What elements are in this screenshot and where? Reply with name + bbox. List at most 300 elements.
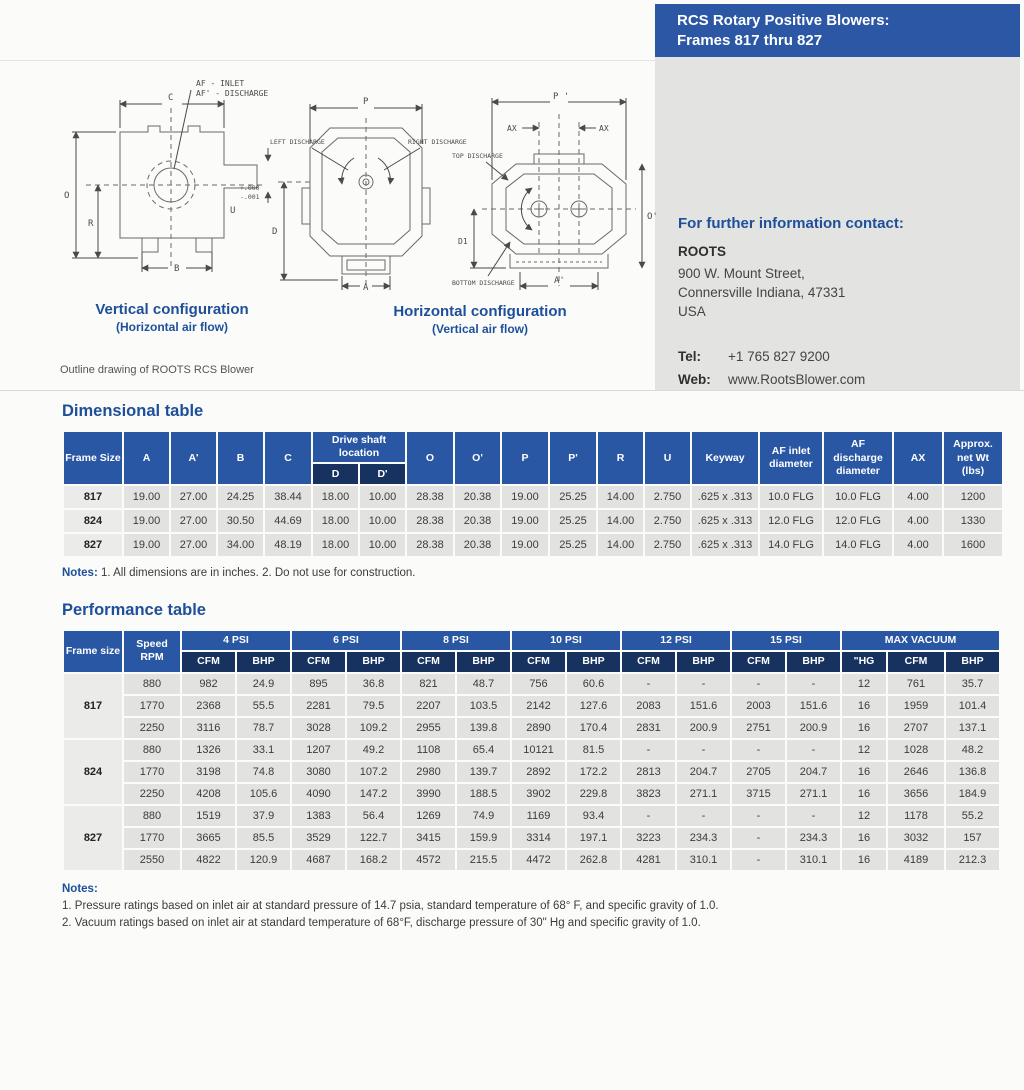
speed-rpm-cell: 1770 [124, 762, 180, 782]
performance-value-cell: 4822 [182, 850, 235, 870]
col-header-ax: AX [894, 432, 942, 484]
address-line: 900 W. Mount Street, [678, 266, 805, 281]
dimension-cell: 19.00 [124, 486, 169, 508]
performance-table-title: Performance table [62, 601, 206, 620]
frame-size-cell: 827 [64, 806, 122, 870]
performance-value-cell: 197.1 [567, 828, 620, 848]
performance-value-cell: 12 [842, 740, 886, 760]
performance-value-cell: 151.6 [787, 696, 840, 716]
dimension-cell: 48.19 [265, 534, 311, 556]
performance-value-cell: - [787, 674, 840, 694]
performance-notes [62, 881, 963, 932]
performance-value-cell: 1169 [512, 806, 565, 826]
performance-value-cell: 262.8 [567, 850, 620, 870]
performance-value-cell: 200.9 [677, 718, 730, 738]
dimension-cell: .625 x .313 [692, 534, 758, 556]
performance-value-cell: 33.1 [237, 740, 290, 760]
performance-value-cell: 157 [946, 828, 999, 848]
dimension-cell: 28.38 [407, 534, 453, 556]
performance-value-cell: 65.4 [457, 740, 510, 760]
performance-note-2: 2. Vacuum ratings based on inlet air at standard temperature of 68°F, discharge pressure of 30" Hg and specific gravity of 1.0. [62, 916, 701, 929]
dimension-cell: 12.0 FLG [824, 510, 892, 532]
dimension-cell: 27.00 [171, 510, 216, 532]
col-header-d: D [313, 464, 358, 484]
title-banner [655, 4, 1020, 57]
performance-value-cell: 3529 [292, 828, 345, 848]
performance-value-cell: - [622, 806, 675, 826]
dimension-cell: 30.50 [218, 510, 263, 532]
perf-subheader-bhp: BHP [457, 652, 510, 671]
dim-p-prime-label: P ' [553, 92, 570, 102]
dimension-cell: 20.38 [455, 510, 500, 532]
perf-subheader-bhp: BHP [946, 652, 999, 671]
frame-size-cell: 817 [64, 674, 122, 738]
performance-value-cell: 3032 [888, 828, 944, 848]
performance-row [64, 674, 999, 694]
performance-value-cell: 821 [402, 674, 455, 694]
dimension-cell: 4.00 [894, 534, 942, 556]
dim-o-label: O [64, 191, 70, 201]
dimension-cell: 14.00 [598, 534, 643, 556]
performance-note-1: 1. Pressure ratings based on inlet air at standard pressure of 14.7 psia, standard temperature of 68° F, and specific gravity of 1.0. [62, 899, 719, 912]
performance-value-cell: 215.5 [457, 850, 510, 870]
performance-value-cell: - [677, 674, 730, 694]
col-header-b: B [218, 432, 263, 484]
performance-table [62, 629, 1001, 871]
callout-af-discharge: AF' - DISCHARGE [196, 89, 269, 98]
dimensional-table [62, 430, 1004, 558]
performance-value-cell: 10121 [512, 740, 565, 760]
performance-value-cell: 2831 [622, 718, 675, 738]
dimension-cell: .625 x .313 [692, 510, 758, 532]
vertical-config-title: Vertical configuration [95, 301, 249, 318]
performance-value-cell: 3665 [182, 828, 235, 848]
performance-value-cell: 2813 [622, 762, 675, 782]
perf-header-psi-8: 8 PSI [402, 631, 510, 650]
callout-bottom-discharge: BOTTOM DISCHARGE [452, 279, 515, 287]
performance-value-cell: 172.2 [567, 762, 620, 782]
perf-subheader-bhp: BHP [677, 652, 730, 671]
performance-notes-label: Notes: [62, 882, 98, 895]
end-view-drawing [268, 88, 473, 293]
perf-header-frame: Frame size [64, 631, 122, 671]
performance-value-cell: 159.9 [457, 828, 510, 848]
performance-value-cell: 3823 [622, 784, 675, 804]
dimensional-notes-label: Notes: [62, 567, 98, 580]
speed-rpm-cell: 1770 [124, 696, 180, 716]
performance-value-cell: 103.5 [457, 696, 510, 716]
col-header-u: U [645, 432, 690, 484]
performance-value-cell: 2705 [732, 762, 785, 782]
performance-row [64, 828, 999, 848]
horizontal-config-title-block [355, 303, 605, 336]
performance-value-cell: - [787, 740, 840, 760]
performance-value-cell: 1959 [888, 696, 944, 716]
performance-value-cell: 49.2 [347, 740, 400, 760]
address-line: USA [678, 304, 706, 319]
col-header-p: P [502, 432, 548, 484]
performance-value-cell: - [732, 674, 785, 694]
perf-subheader-cfm: CFM [888, 652, 944, 671]
dimension-cell: 10.0 FLG [824, 486, 892, 508]
speed-rpm-cell: 880 [124, 674, 180, 694]
main-content [62, 402, 993, 932]
performance-value-cell: 271.1 [787, 784, 840, 804]
performance-value-cell: 234.3 [677, 828, 730, 848]
col-header-weight: Approx. net Wt (lbs) [944, 432, 1002, 484]
perf-subheader-hg: "HG [842, 652, 886, 671]
performance-value-cell: 55.2 [946, 806, 999, 826]
performance-value-cell: 48.7 [457, 674, 510, 694]
performance-value-cell: 184.9 [946, 784, 999, 804]
col-header-frame-size: Frame Size [64, 432, 122, 484]
dim-u-label: U [230, 206, 236, 216]
speed-rpm-cell: 2250 [124, 784, 180, 804]
performance-value-cell: - [622, 674, 675, 694]
performance-value-cell: 137.1 [946, 718, 999, 738]
dimension-cell: 1330 [944, 510, 1002, 532]
performance-value-cell: - [732, 850, 785, 870]
performance-value-cell: 12 [842, 806, 886, 826]
performance-value-cell: 3715 [732, 784, 785, 804]
performance-value-cell: 105.6 [237, 784, 290, 804]
performance-value-cell: 4208 [182, 784, 235, 804]
dimension-cell: 20.38 [455, 486, 500, 508]
dimension-cell: 14.0 FLG [760, 534, 822, 556]
performance-value-cell: 2646 [888, 762, 944, 782]
dimension-cell: 27.00 [171, 486, 216, 508]
drawing-caption: Outline drawing of ROOTS RCS Blower [60, 364, 254, 376]
speed-rpm-cell: 1770 [124, 828, 180, 848]
performance-row [64, 718, 999, 738]
performance-value-cell: - [732, 828, 785, 848]
performance-value-cell: 1028 [888, 740, 944, 760]
performance-value-cell: 35.7 [946, 674, 999, 694]
web-label: Web: [678, 372, 711, 387]
web-row [678, 372, 1008, 387]
col-header-a-prime: A' [171, 432, 216, 484]
performance-value-cell: 168.2 [347, 850, 400, 870]
dimension-cell: 2.750 [645, 534, 690, 556]
speed-rpm-cell: 2550 [124, 850, 180, 870]
performance-value-cell: 1108 [402, 740, 455, 760]
performance-value-cell: 204.7 [787, 762, 840, 782]
performance-value-cell: 982 [182, 674, 235, 694]
performance-value-cell: 4090 [292, 784, 345, 804]
performance-value-cell: 3902 [512, 784, 565, 804]
col-header-r: R [598, 432, 643, 484]
performance-value-cell: 2980 [402, 762, 455, 782]
performance-row [64, 784, 999, 804]
performance-value-cell: 12 [842, 674, 886, 694]
dimension-cell: 1600 [944, 534, 1002, 556]
dimension-cell: 14.00 [598, 510, 643, 532]
performance-value-cell: 1519 [182, 806, 235, 826]
performance-value-cell: 60.6 [567, 674, 620, 694]
dimensional-table-body [64, 486, 1002, 556]
vertical-config-title-block [58, 301, 286, 334]
callout-right-discharge: RIGHT DISCHARGE [408, 138, 467, 146]
speed-rpm-cell: 2250 [124, 718, 180, 738]
perf-subheader-cfm: CFM [622, 652, 675, 671]
performance-value-cell: 4472 [512, 850, 565, 870]
performance-value-cell: 188.5 [457, 784, 510, 804]
dimension-cell: 19.00 [124, 534, 169, 556]
vertical-config-subtitle: (Horizontal air flow) [116, 320, 228, 334]
dimension-cell: 19.00 [502, 510, 548, 532]
performance-value-cell: 1178 [888, 806, 944, 826]
contact-heading: For further information contact: [678, 215, 904, 232]
perf-subheader-cfm: CFM [292, 652, 345, 671]
performance-value-cell: 101.4 [946, 696, 999, 716]
speed-rpm-cell: 880 [124, 806, 180, 826]
performance-value-cell: 3656 [888, 784, 944, 804]
performance-value-cell: 147.2 [347, 784, 400, 804]
dimension-cell: 28.38 [407, 510, 453, 532]
performance-value-cell: 120.9 [237, 850, 290, 870]
performance-value-cell: 74.8 [237, 762, 290, 782]
performance-value-cell: 55.5 [237, 696, 290, 716]
banner-line2: Frames 817 thru 827 [677, 32, 823, 49]
dimension-cell: .625 x .313 [692, 486, 758, 508]
col-header-af-inlet: AF inlet diameter [760, 432, 822, 484]
performance-value-cell: 85.5 [237, 828, 290, 848]
dimension-cell: 18.00 [313, 486, 358, 508]
dimension-cell: 18.00 [313, 534, 358, 556]
performance-value-cell: 16 [842, 718, 886, 738]
dim-ax-left-label: AX [507, 124, 517, 133]
performance-value-cell: 2707 [888, 718, 944, 738]
tolerance-minus: -.001 [240, 193, 260, 201]
dimension-cell: 10.0 FLG [760, 486, 822, 508]
performance-value-cell: 310.1 [787, 850, 840, 870]
dimension-cell: 14.00 [598, 486, 643, 508]
performance-value-cell: 1326 [182, 740, 235, 760]
dimension-cell: 24.25 [218, 486, 263, 508]
dimension-cell: 34.00 [218, 534, 263, 556]
col-header-c: C [265, 432, 311, 484]
performance-value-cell: 2003 [732, 696, 785, 716]
performance-value-cell: 74.9 [457, 806, 510, 826]
dimension-cell: 10.00 [360, 486, 405, 508]
dimension-cell: 2.750 [645, 486, 690, 508]
horizontal-config-subtitle: (Vertical air flow) [431, 322, 529, 336]
frame-size-cell: 824 [64, 740, 122, 804]
performance-value-cell: 3990 [402, 784, 455, 804]
performance-value-cell: 16 [842, 784, 886, 804]
col-header-o: O [407, 432, 453, 484]
dimension-cell: 28.38 [407, 486, 453, 508]
performance-value-cell: 107.2 [347, 762, 400, 782]
performance-row [64, 740, 999, 760]
performance-value-cell: 3116 [182, 718, 235, 738]
web-value[interactable]: www.RootsBlower.com [728, 372, 866, 387]
performance-value-cell: 48.2 [946, 740, 999, 760]
dimensional-table-title: Dimensional table [62, 402, 204, 420]
dimension-cell: 12.0 FLG [760, 510, 822, 532]
dimensional-row [64, 534, 1002, 556]
performance-value-cell: 2955 [402, 718, 455, 738]
performance-value-cell: 756 [512, 674, 565, 694]
perf-header-psi-10: 10 PSI [512, 631, 620, 650]
dim-d-label: D [272, 227, 278, 237]
performance-value-cell: 3028 [292, 718, 345, 738]
dimension-cell: 25.25 [550, 534, 596, 556]
horizontal-config-title: Horizontal configuration [393, 303, 567, 320]
performance-value-cell: 151.6 [677, 696, 730, 716]
performance-value-cell: 234.3 [787, 828, 840, 848]
performance-value-cell: 2083 [622, 696, 675, 716]
performance-value-cell: 78.7 [237, 718, 290, 738]
performance-value-cell: 1269 [402, 806, 455, 826]
tel-value: +1 765 827 9200 [728, 349, 830, 364]
dim-r-label: R [88, 219, 94, 229]
col-header-d-prime: D' [360, 464, 405, 484]
performance-value-cell: 2207 [402, 696, 455, 716]
perf-header-psi-4: 4 PSI [182, 631, 290, 650]
callout-af-inlet: AF - INLET [196, 79, 245, 88]
tolerance-plus: +.000 [240, 184, 260, 192]
dimension-cell: 19.00 [124, 510, 169, 532]
dim-o-prime-label: O' [647, 212, 658, 222]
performance-value-cell: 136.8 [946, 762, 999, 782]
performance-row [64, 850, 999, 870]
dimension-cell: 4.00 [894, 486, 942, 508]
frame-size-cell: 827 [64, 534, 122, 556]
performance-value-cell: 204.7 [677, 762, 730, 782]
dimension-cell: 27.00 [171, 534, 216, 556]
perf-subheader-cfm: CFM [512, 652, 565, 671]
dimension-cell: 14.0 FLG [824, 534, 892, 556]
performance-value-cell: 16 [842, 762, 886, 782]
performance-value-cell: 16 [842, 850, 886, 870]
perf-header-psi-15: 15 PSI [732, 631, 840, 650]
dimension-cell: 20.38 [455, 534, 500, 556]
performance-value-cell: 37.9 [237, 806, 290, 826]
contact-block [678, 215, 1008, 395]
dimension-cell: 2.750 [645, 510, 690, 532]
dim-p-label: P [363, 97, 369, 107]
col-header-keyway: Keyway [692, 432, 758, 484]
performance-value-cell: - [787, 806, 840, 826]
performance-value-cell: - [732, 740, 785, 760]
performance-row [64, 696, 999, 716]
address-line: Connersville Indiana, 47331 [678, 285, 846, 300]
performance-table-body [64, 674, 999, 870]
dim-a-prime-label: A' [554, 276, 565, 286]
performance-value-cell: 36.8 [347, 674, 400, 694]
horizontal-config-drawing [452, 86, 664, 296]
performance-row [64, 762, 999, 782]
performance-value-cell: 139.8 [457, 718, 510, 738]
performance-value-cell: 2890 [512, 718, 565, 738]
performance-value-cell: - [677, 740, 730, 760]
performance-value-cell: 271.1 [677, 784, 730, 804]
performance-value-cell: 3198 [182, 762, 235, 782]
performance-value-cell: 1207 [292, 740, 345, 760]
dimension-cell: 10.00 [360, 510, 405, 532]
performance-value-cell: 2142 [512, 696, 565, 716]
dimension-cell: 25.25 [550, 486, 596, 508]
col-header-af-discharge: AF discharge diameter [824, 432, 892, 484]
performance-value-cell: 93.4 [567, 806, 620, 826]
performance-value-cell: 212.3 [946, 850, 999, 870]
perf-subheader-cfm: CFM [732, 652, 785, 671]
performance-value-cell: 2368 [182, 696, 235, 716]
performance-value-cell: 4281 [622, 850, 675, 870]
perf-subheader-bhp: BHP [567, 652, 620, 671]
col-header-o-prime: O' [455, 432, 500, 484]
company-name: ROOTS [678, 244, 727, 259]
perf-header-psi-6: 6 PSI [292, 631, 400, 650]
perf-header-psi-12: 12 PSI [622, 631, 730, 650]
performance-value-cell: 16 [842, 696, 886, 716]
performance-value-cell: 139.7 [457, 762, 510, 782]
performance-row [64, 806, 999, 826]
performance-value-cell: 109.2 [347, 718, 400, 738]
dim-a-label: A [363, 283, 369, 293]
dimension-cell: 18.00 [313, 510, 358, 532]
performance-value-cell: 2892 [512, 762, 565, 782]
section-divider [0, 390, 1024, 391]
performance-value-cell: 3415 [402, 828, 455, 848]
col-header-p-prime: P' [550, 432, 596, 484]
frame-size-cell: 824 [64, 510, 122, 532]
performance-value-cell: 122.7 [347, 828, 400, 848]
perf-subheader-cfm: CFM [402, 652, 455, 671]
callout-top-discharge: TOP DISCHARGE [452, 152, 503, 160]
performance-value-cell: 3080 [292, 762, 345, 782]
perf-header-max-vacuum: MAX VACUUM [842, 631, 999, 650]
perf-subheader-bhp: BHP [347, 652, 400, 671]
col-header-a: A [124, 432, 169, 484]
performance-value-cell: 56.4 [347, 806, 400, 826]
dim-b-label: B [174, 264, 180, 274]
performance-value-cell: - [677, 806, 730, 826]
performance-value-cell: 3314 [512, 828, 565, 848]
perf-subheader-bhp: BHP [787, 652, 840, 671]
performance-value-cell: 170.4 [567, 718, 620, 738]
performance-value-cell: 310.1 [677, 850, 730, 870]
performance-value-cell: 24.9 [237, 674, 290, 694]
performance-value-cell: 16 [842, 828, 886, 848]
perf-subheader-bhp: BHP [237, 652, 290, 671]
dimension-cell: 19.00 [502, 534, 548, 556]
perf-subheader-cfm: CFM [182, 652, 235, 671]
performance-value-cell: 1383 [292, 806, 345, 826]
callout-left-discharge: LEFT DISCHARGE [270, 138, 325, 146]
performance-value-cell: 4189 [888, 850, 944, 870]
vertical-config-drawing [58, 68, 286, 290]
dimension-cell: 25.25 [550, 510, 596, 532]
performance-value-cell: 200.9 [787, 718, 840, 738]
banner-line1: RCS Rotary Positive Blowers: [677, 12, 890, 29]
dimensional-notes-text: 1. All dimensions are in inches. 2. Do not use for construction. [100, 567, 416, 580]
dimension-cell: 4.00 [894, 510, 942, 532]
phone-row [678, 349, 1008, 364]
perf-header-speed: Speed RPM [124, 631, 180, 671]
dimension-cell: 1200 [944, 486, 1002, 508]
performance-value-cell: - [732, 806, 785, 826]
dimension-cell: 19.00 [502, 486, 548, 508]
performance-value-cell: 2751 [732, 718, 785, 738]
col-header-drive-shaft: Drive shaft location [313, 432, 405, 462]
dimension-cell: 38.44 [265, 486, 311, 508]
performance-value-cell: 79.5 [347, 696, 400, 716]
dimensional-notes [62, 567, 963, 579]
dim-c-label: C [168, 93, 174, 103]
performance-value-cell: 895 [292, 674, 345, 694]
